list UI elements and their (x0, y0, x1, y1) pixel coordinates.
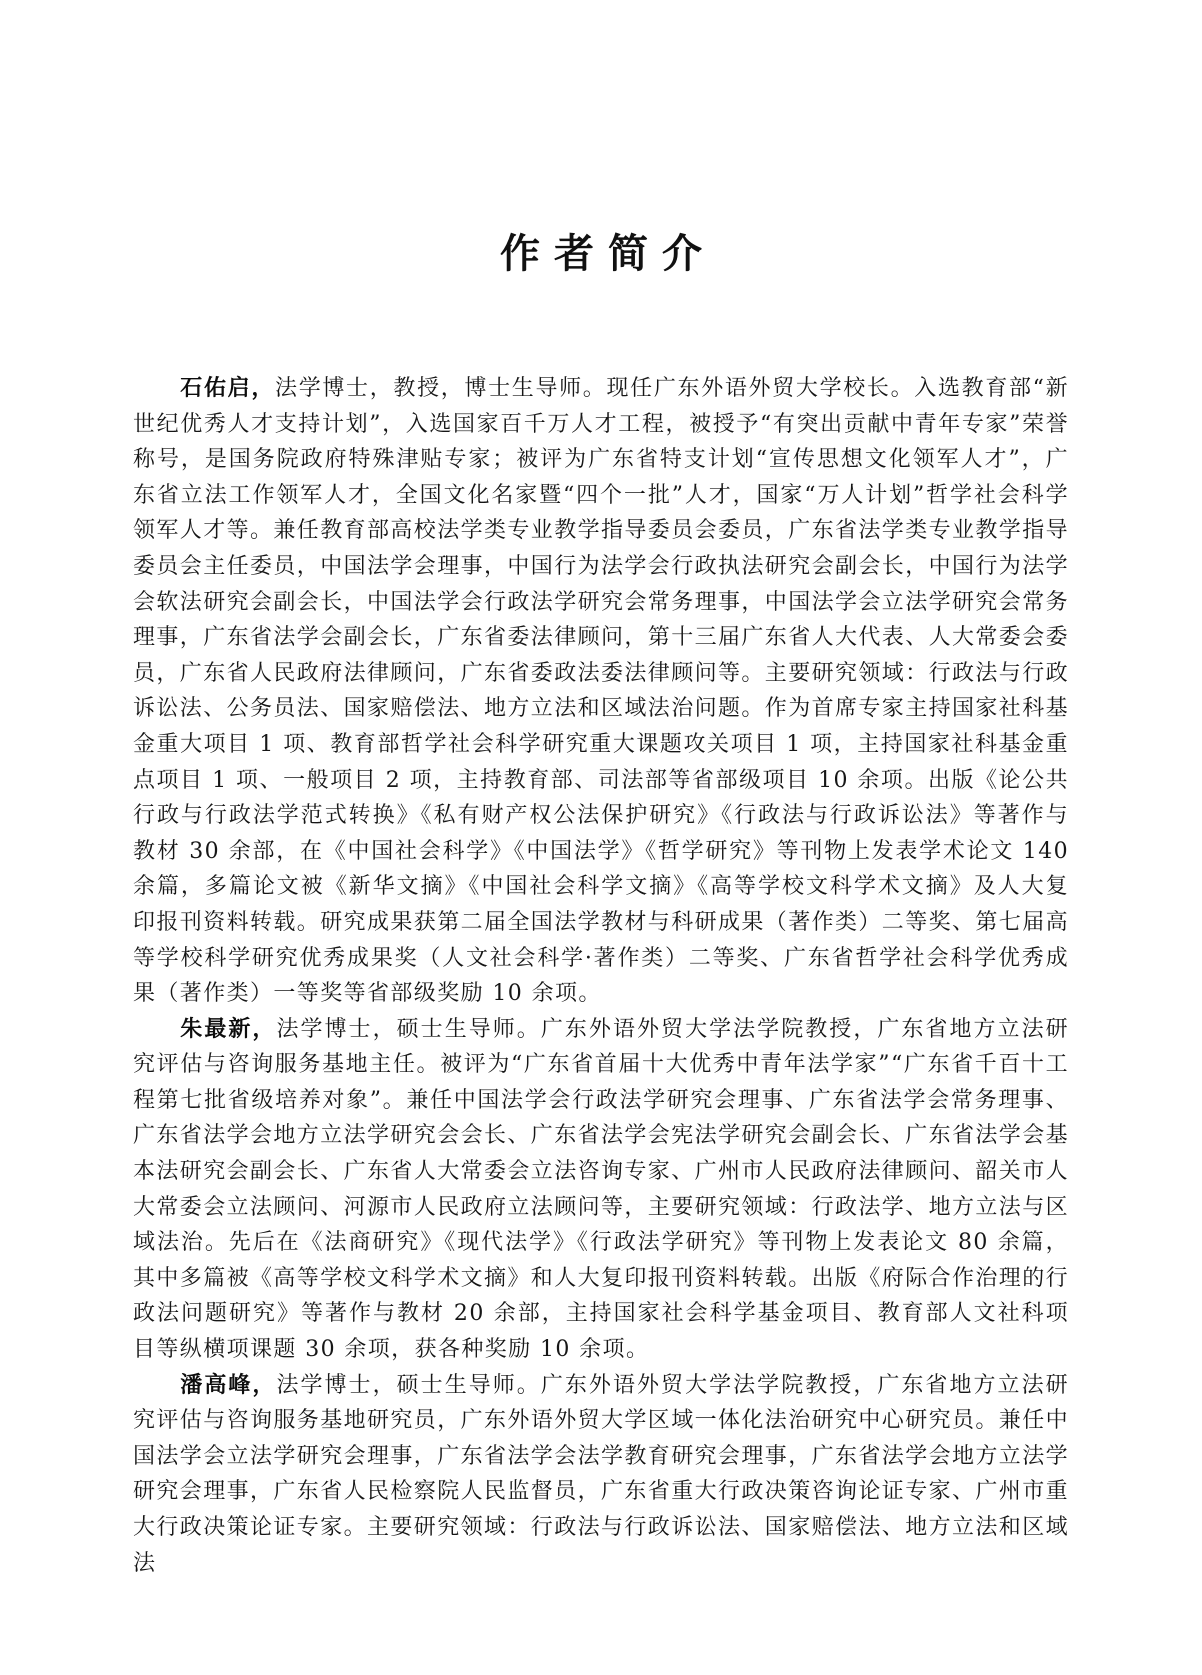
author-name: 石佑启， (180, 376, 276, 401)
author-name: 潘高峰， (180, 1372, 277, 1398)
page-title: 作者简介 (500, 231, 716, 277)
author-bio-text: 法学博士，硕士生导师。广东外语外贸大学法学院教授，广东省地方立法研究评估与咨询服务基地主任。被评为“广东省首届十大优秀中青年法学家”“广东省千百十工程第七批省级培养对象”。兼任中国法学会行政法学研究会理事、广东省法学会常务理事、广东省法学会地方立法学研究会会长、广东省法学会宪法学研究会副会长、广东省法学会基本法研究会副会长、广东省人大常委会立法咨询专家、广州市人民政府法律顾问、韶关市人大常委会立法顾问、河源市人民政府立法顾问等，主要研究领域：行政法学、地方立法与区域法治。先后在《法商研究》《现代法学》《行政法学研究》等刊物上发表论文 80 余篇，其中多篇被《高等学校文科学术文摘》和人大复印报刊资料转载。出版《府际合作治理的行政法问题研究》等著作与教材 20 余部，主持国家社会科学基金项目、教育部人文社科项目等纵横项课题 30 余项，获各种奖励 10 余项。 (133, 1016, 1070, 1363)
author-bio-text: 法学博士，教授，博士生导师。现任广东外语外贸大学校长。入选教育部“新世纪优秀人才支持计划”，入选国家百千万人才工程，被授予“有突出贡献中青年专家”荣誉称号，是国务院政府特殊津贴专家；被评为广东省特支计划“宣传思想文化领军人才”，广东省立法工作领军人才，全国文化名家暨“四个一批”人才，国家“万人计划”哲学社会科学领军人才等。兼任教育部高校法学类专业教学指导委员会委员，广东省法学类专业教学指导委员会主任委员，中国法学会理事，中国行为法学会行政执法研究会副会长，中国行为法学会软法研究会副会长，中国法学会行政法学研究会常务理事，中国法学会立法学研究会常务理事，广东省法学会副会长，广东省委法律顾问，第十三届广东省人大代表、人大常委会委员，广东省人民政府法律顾问，广东省委政法委法律顾问等。主要研究领域：行政法与行政诉讼法、公务员法、国家赔偿法、地方立法和区域法治问题。作为首席专家主持国家社科基金重大项目 1 项、教育部哲学社会科学研究重大课题攻关项目 1 项，主持国家社科基金重点项目 1 项、一般项目 2 项，主持教育部、司法部等省部级项目 10 余项。出版《论公共行政与行政法学范式转换》《私有财产权公法保护研究》《行政法与行政诉讼法》等著作与教材 30 余部，在《中国社会科学》《中国法学》《哲学研究》等刊物上发表学术论文 140 余篇，多篇论文被《新华文摘》《中国社会科学文摘》《高等学校文科学术文摘》及人大复印报刊资料转载。研究成果获第二届全国法学教材与科研成果（著作类）二等奖、第七届高等学校科学研究优秀成果奖（人文社会科学·著作类）二等奖、广东省哲学社会科学优秀成果（著作类）一等奖等省部级奖励 10 余项。 (133, 376, 1070, 1007)
bio-paragraph-shi-youqi (133, 371, 1069, 1012)
author-bio-text: 法学博士，硕士生导师。广东外语外贸大学法学院教授，广东省地方立法研究评估与咨询服务基地研究员，广东外语外贸大学区域一体化法治研究中心研究员。兼任中国法学会立法学研究会理事，广东省法学会法学教育研究会理事，广东省法学会地方立法学研究会理事，广东省人民检察院人民监督员，广东省重大行政决策咨询论证专家、广州市重大行政决策论证专家。主要研究领域：行政法与行政诉讼法、国家赔偿法、地方立法和区域法 (133, 1372, 1070, 1576)
bio-paragraph-zhu-zuixin (133, 1012, 1069, 1368)
author-bios (133, 371, 1069, 1581)
author-name: 朱最新， (180, 1016, 277, 1042)
bio-paragraph-pan-gaofeng (133, 1368, 1069, 1582)
